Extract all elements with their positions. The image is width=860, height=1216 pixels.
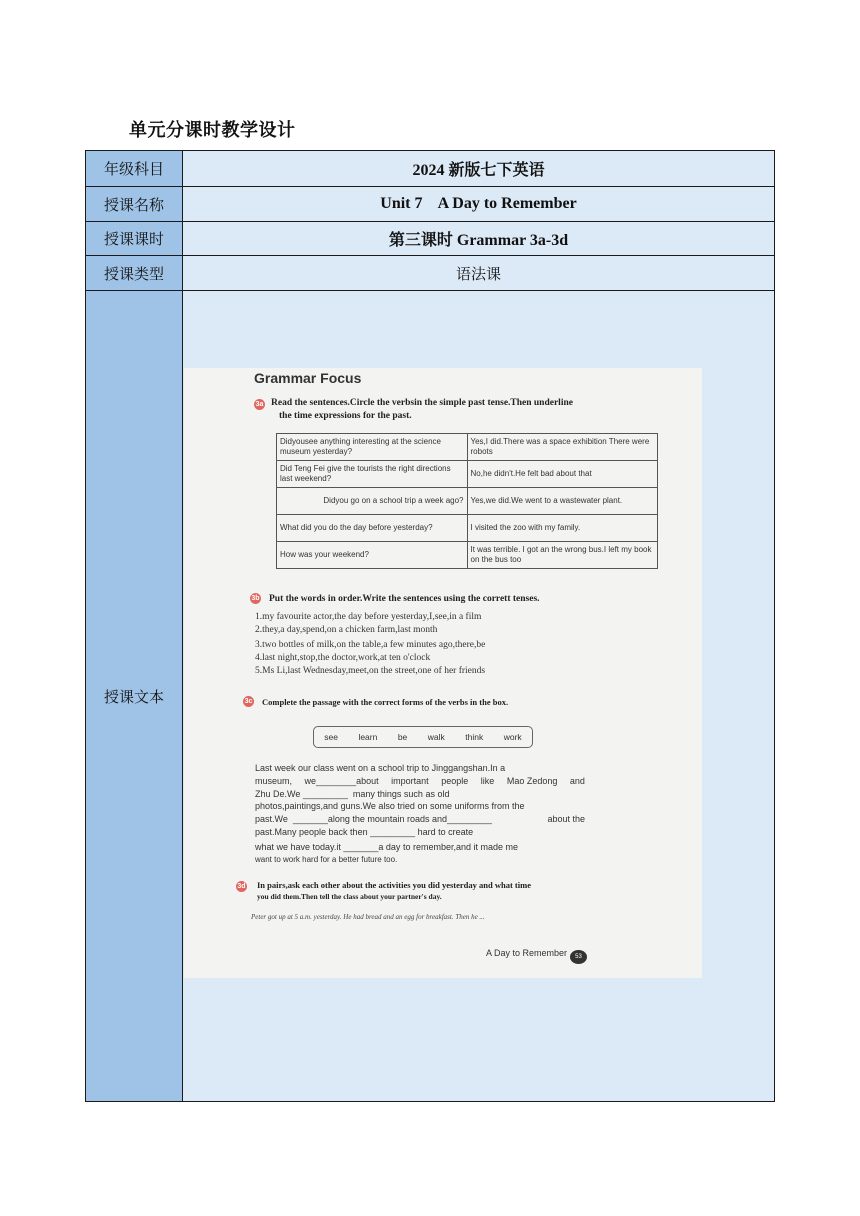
passage [255,762,585,866]
section-3d-example: Peter got up at 5 a.m. yesterday. He had bread and an egg for breakfast. Then he ... [251,913,485,921]
passage-word: about the [547,814,585,825]
section-3a-badge: 3a [255,401,264,408]
passage-line-2 [255,775,585,788]
row-lesson-type [86,256,775,291]
row-grade-subject [86,151,775,187]
label-lesson-type: 授课类型 [86,256,183,291]
question-cell: What did you do the day before yesterday? [277,515,468,542]
passage-word: and [569,775,585,786]
value-lesson-type: 语法课 [183,256,775,291]
table-row [277,461,658,488]
word-box-item: be [397,732,408,742]
passage-line-3: Zhu De.We _________ many things such as old [255,788,450,799]
label-grade-subject: 年级科目 [86,151,183,187]
answer-cell: It was terrible. I got an the wrong bus.I left my book on the bus too [467,542,658,569]
passage-word: like [480,775,495,786]
word-box-item: think [465,732,484,742]
answer-cell: Yes,we did.We went to a wastewater plant. [467,488,658,515]
word-box-item: walk [427,732,445,742]
grammar-sentences-table [276,433,658,569]
value-grade-subject: 2024 新版七下英语 [183,151,775,187]
table-row [277,434,658,461]
question-cell: How was your weekend? [277,542,468,569]
order-item-4: 4.last night,stop,the doctor,work,at ten o'clock [255,653,431,663]
section-3d-badge: 3d [237,883,246,890]
row-lesson-name [86,187,775,222]
value-lesson-name: Unit 7 A Day to Remember [183,187,775,222]
passage-word: past.We _______along the mountain roads and_________ [255,814,493,825]
label-lesson-text: 授课文本 [86,291,183,1102]
section-3a-instruction-line2: the time expressions for the past. [279,411,412,421]
label-lesson-period: 授课课时 [86,222,183,256]
question-cell: Didyou go on a school trip a week ago? [277,488,468,515]
table-row [277,542,658,569]
value-lesson-period: 第三课时 Grammar 3a-3d [183,222,775,256]
section-3c-instruction: Complete the passage with the correct forms of the verbs in the box. [262,697,509,707]
section-3c-badge: 3c [244,698,253,705]
document-title: 单元分课时教学设计 [129,120,296,141]
word-box-item: see [324,732,338,742]
order-item-5: 5.Ms Li,last Wednesday,meet,on the street,one of her friends [255,666,486,676]
section-3a-instruction-line1: Read the sentences.Circle the verbsin the simple past tense.Then underline [271,398,573,408]
passage-word: we________about [304,775,379,786]
table-row [277,488,658,515]
order-item-1: 1.my favourite actor,the day before yesterday,I,see,in a film [255,612,482,622]
answer-cell: I visited the zoo with my family. [467,515,658,542]
passage-word: important [391,775,429,786]
passage-line-1: Last week our class went on a school trip to Jinggangshan.In a [255,763,506,773]
passage-word: museum, [255,775,293,786]
passage-word: Mao Zedong [506,775,558,786]
section-3d-instruction-line2: you did them.Then tell the class about your partner's day. [257,892,442,901]
table-row [277,515,658,542]
passage-line-8: want to work hard for a better future too. [255,854,398,864]
word-box-item: learn [358,732,378,742]
section-3b-instruction: Put the words in order.Write the sentences using the corrett tenses. [269,594,540,604]
page-number-badge: 53 [570,950,587,964]
order-item-2: 2.they,a day,spend,on a chicken farm,last month [255,625,438,635]
answer-cell: Yes,I did.There was a space exhibition There were robots [467,434,658,461]
question-cell: Did Teng Fei give the tourists the right directions last weekend? [277,461,468,488]
order-item-3: 3.two bottles of milk,on the table,a few minutes ago,there,be [255,640,486,650]
section-3d-instruction-line1: In pairs,ask each other about the activities you did yesterday and what time [257,880,531,890]
label-lesson-name: 授课名称 [86,187,183,222]
passage-line-5 [255,813,585,826]
passage-word: people [441,775,469,786]
page-footer-title: A Day to Remember [486,948,568,958]
word-box-item: work [503,732,522,742]
answer-cell: No,he didn't.He felt bad about that [467,461,658,488]
grammar-focus-heading: Grammar Focus [254,370,362,386]
passage-line-4: photos,paintings,and guns.We also tried on some uniforms from the [255,801,525,812]
question-cell: Didyousee anything interesting at the science museum yesterday? [277,434,468,461]
textbook-page-image [184,368,702,978]
passage-line-7: what we have today.it _______a day to remember,and it made me [255,841,518,852]
passage-line-6: past.Many people back then _________ hard to create [255,826,474,837]
section-3b-badge: 3b [251,595,260,602]
verb-word-box [313,726,533,748]
row-lesson-period [86,222,775,256]
